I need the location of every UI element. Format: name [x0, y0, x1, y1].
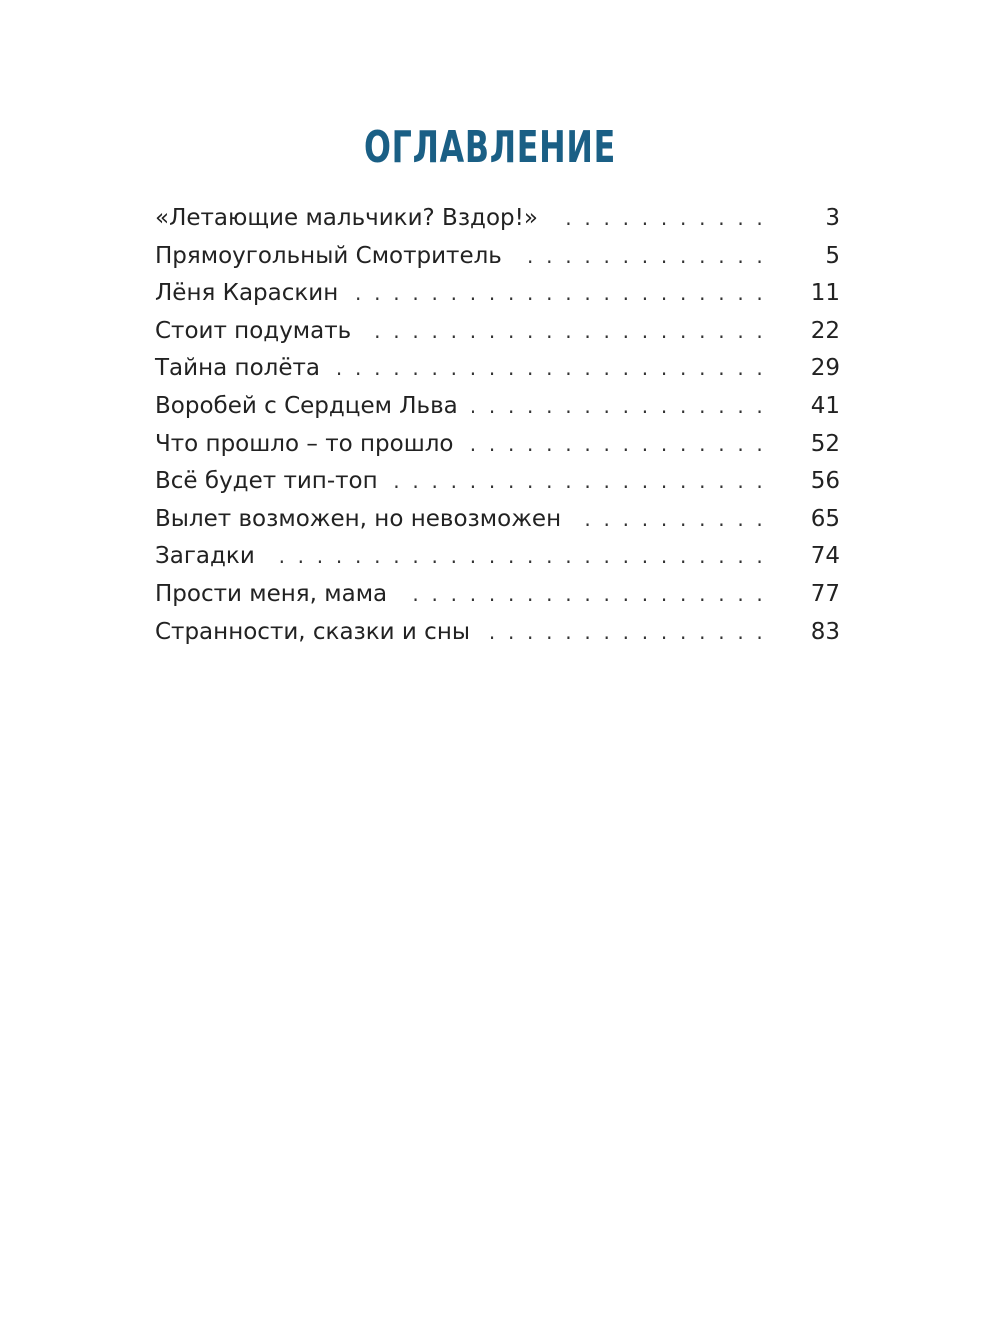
toc-dot-leader: [352, 275, 766, 313]
toc-entry-title: Всё будет тип-топ: [155, 468, 378, 495]
toc-entry-title: Тайна полёта: [155, 355, 320, 382]
toc-entry-page: 5: [825, 242, 840, 269]
toc-dot-leader: [552, 200, 766, 238]
toc-list: [155, 200, 840, 651]
toc-dot-leader: [269, 538, 766, 576]
toc-entry-page: 22: [810, 317, 840, 344]
toc-entry-title: Прямоугольный Смотритель: [155, 242, 502, 269]
toc-entry: [155, 388, 840, 426]
toc-title: ОГЛАВЛЕНИЕ: [364, 122, 616, 173]
toc-entry-page: 52: [810, 430, 840, 457]
toc-entry: [155, 463, 840, 501]
toc-entry-page: 11: [810, 280, 840, 307]
toc-entry-title: Прости меня, мама: [155, 580, 388, 607]
toc-entry: [155, 538, 840, 576]
toc-dot-leader: [468, 426, 766, 464]
toc-dot-leader: [365, 313, 766, 351]
toc-entry-page: 77: [810, 580, 840, 607]
toc-entry-page: 65: [810, 505, 840, 532]
toc-entry-page: 3: [825, 205, 840, 231]
toc-entry-page: 41: [810, 392, 840, 419]
toc-entry-page: 56: [810, 468, 840, 495]
toc-entry: [155, 350, 840, 388]
toc-entry: [155, 576, 840, 614]
toc-entry-title: Воробей с Сердцем Льва: [155, 392, 458, 419]
toc-entry-title: Вылет возможен, но невозможен: [155, 505, 562, 532]
toc-entry-title: Загадки: [155, 543, 255, 570]
toc-entry-page: 83: [810, 618, 840, 645]
toc-dot-leader: [334, 350, 766, 388]
toc-dot-leader: [484, 614, 766, 652]
toc-entry-title: «Летающие мальчики? Вздор!»: [155, 205, 538, 231]
toc-dot-leader: [575, 501, 766, 539]
toc-dot-leader: [516, 238, 766, 276]
toc-entry: [155, 501, 840, 539]
toc-entry: [155, 275, 840, 313]
toc-entry: [155, 200, 840, 238]
toc-entry-title: Странности, сказки и сны: [155, 618, 471, 645]
toc-entry: [155, 313, 840, 351]
toc-dot-leader: [401, 576, 766, 614]
toc-entry: [155, 614, 840, 652]
toc-entry-title: Лёня Караскин: [155, 280, 339, 307]
toc-entry: [155, 426, 840, 464]
toc-entry-title: Что прошло – то прошло: [155, 430, 454, 457]
toc-dot-leader: [472, 388, 766, 426]
toc-entry-page: 74: [810, 543, 840, 570]
toc-entry-title: Стоит подумать: [155, 317, 352, 344]
toc-entry: [155, 238, 840, 276]
toc-entry-page: 29: [810, 355, 840, 382]
toc-dot-leader: [392, 463, 766, 501]
